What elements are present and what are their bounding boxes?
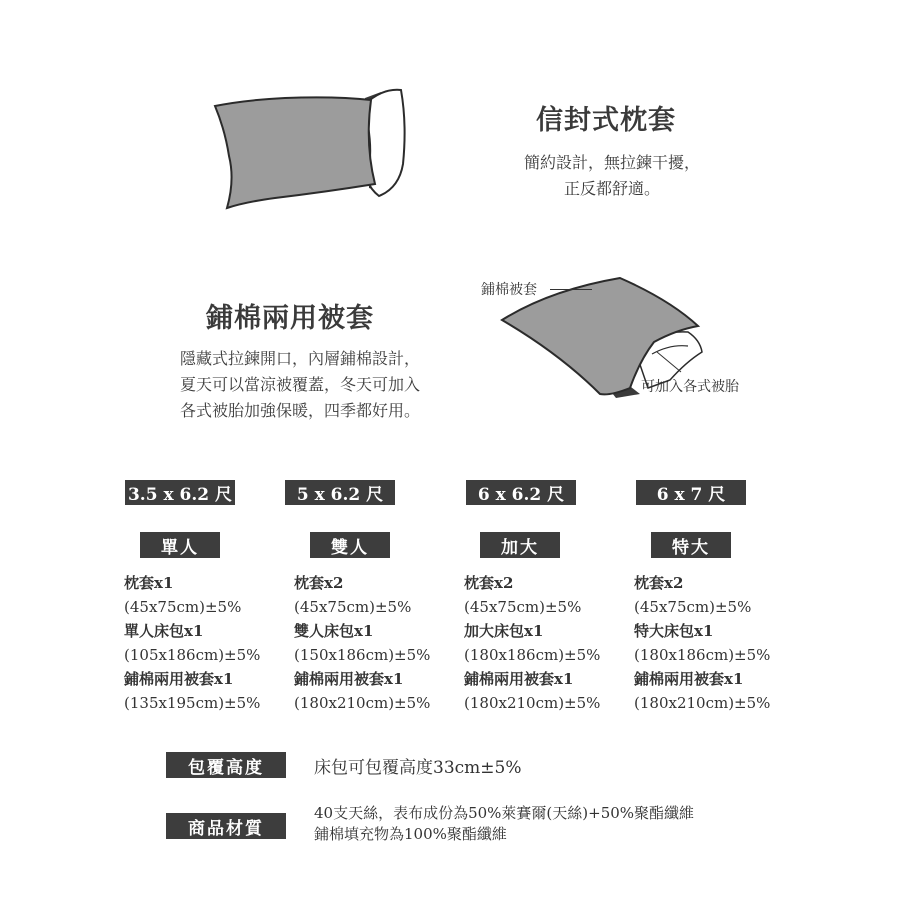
type-tag-single: 單人 (140, 532, 220, 558)
spec-line: (45x75cm)±5% (294, 598, 412, 616)
spec-line: 單人床包x1 (124, 622, 204, 640)
quilt-desc-line: 各式被胎加強保暖，四季都好用。 (179, 401, 420, 420)
spec-line: 鋪棉兩用被套x1 (464, 670, 574, 688)
type-tag-king: 特大 (651, 532, 731, 558)
envelope-description (490, 150, 734, 202)
spec-line: (45x75cm)±5% (464, 598, 582, 616)
callout-line-top (550, 289, 592, 290)
spec-line: (180x210cm)±5% (464, 694, 601, 712)
size-tag-single: 3.5 x 6.2 尺 (125, 480, 235, 505)
pillow-illustration (205, 84, 420, 214)
size-tag-king: 6 x 7 尺 (636, 480, 746, 505)
spec-column-single (124, 571, 292, 715)
spec-line: (135x195cm)±5% (124, 694, 261, 712)
material-label: 商品材質 (166, 813, 286, 839)
height-text: 床包可包覆高度33cm±5% (314, 758, 522, 778)
spec-line: 加大床包x1 (464, 622, 544, 640)
spec-line: (180x186cm)±5% (634, 646, 771, 664)
spec-column-double (294, 571, 462, 715)
spec-line: (180x186cm)±5% (464, 646, 601, 664)
material-line: 鋪棉填充物為100%聚酯纖維 (314, 825, 507, 843)
spec-line: (180x210cm)±5% (294, 694, 431, 712)
quilt-desc-line: 夏天可以當涼被覆蓋，冬天可加入 (179, 375, 420, 394)
spec-line: (180x210cm)±5% (634, 694, 771, 712)
spec-line: 特大床包x1 (634, 622, 714, 640)
spec-line: 枕套x2 (294, 574, 344, 592)
spec-line: 鋪棉兩用被套x1 (294, 670, 404, 688)
type-tag-double: 雙人 (310, 532, 390, 558)
envelope-desc-line: 簡約設計，無拉鍊干擾， (523, 153, 700, 172)
callout-quilt-cover: 鋪棉被套 (481, 282, 537, 298)
height-label: 包覆高度 (166, 752, 286, 778)
size-tag-queen: 6 x 6.2 尺 (466, 480, 576, 505)
quilt-desc-line: 隱藏式拉鍊開口，內層鋪棉設計， (179, 349, 420, 368)
spec-line: 枕套x2 (464, 574, 514, 592)
spec-line: (45x75cm)±5% (634, 598, 752, 616)
quilt-title: 鋪棉兩用被套 (206, 303, 374, 334)
envelope-title: 信封式枕套 (536, 105, 676, 136)
spec-line: 枕套x2 (634, 574, 684, 592)
spec-line: 鋪棉兩用被套x1 (634, 670, 744, 688)
type-tag-queen: 加大 (480, 532, 560, 558)
callout-insert-quilt: 可加入各式被胎 (641, 379, 739, 395)
spec-line: 雙人床包x1 (294, 622, 374, 640)
spec-line: 鋪棉兩用被套x1 (124, 670, 234, 688)
quilt-description (150, 346, 450, 424)
envelope-desc-line: 正反都舒適。 (563, 179, 660, 198)
material-text (314, 803, 694, 845)
spec-line: (150x186cm)±5% (294, 646, 431, 664)
spec-line: 枕套x1 (124, 574, 174, 592)
spec-column-queen (464, 571, 632, 715)
spec-line: (45x75cm)±5% (124, 598, 242, 616)
material-line: 40支天絲，表布成份為50%萊賽爾(天絲)+50%聚酯纖維 (314, 804, 695, 822)
spec-line: (105x186cm)±5% (124, 646, 261, 664)
size-tag-double: 5 x 6.2 尺 (285, 480, 395, 505)
spec-column-king (634, 571, 802, 715)
